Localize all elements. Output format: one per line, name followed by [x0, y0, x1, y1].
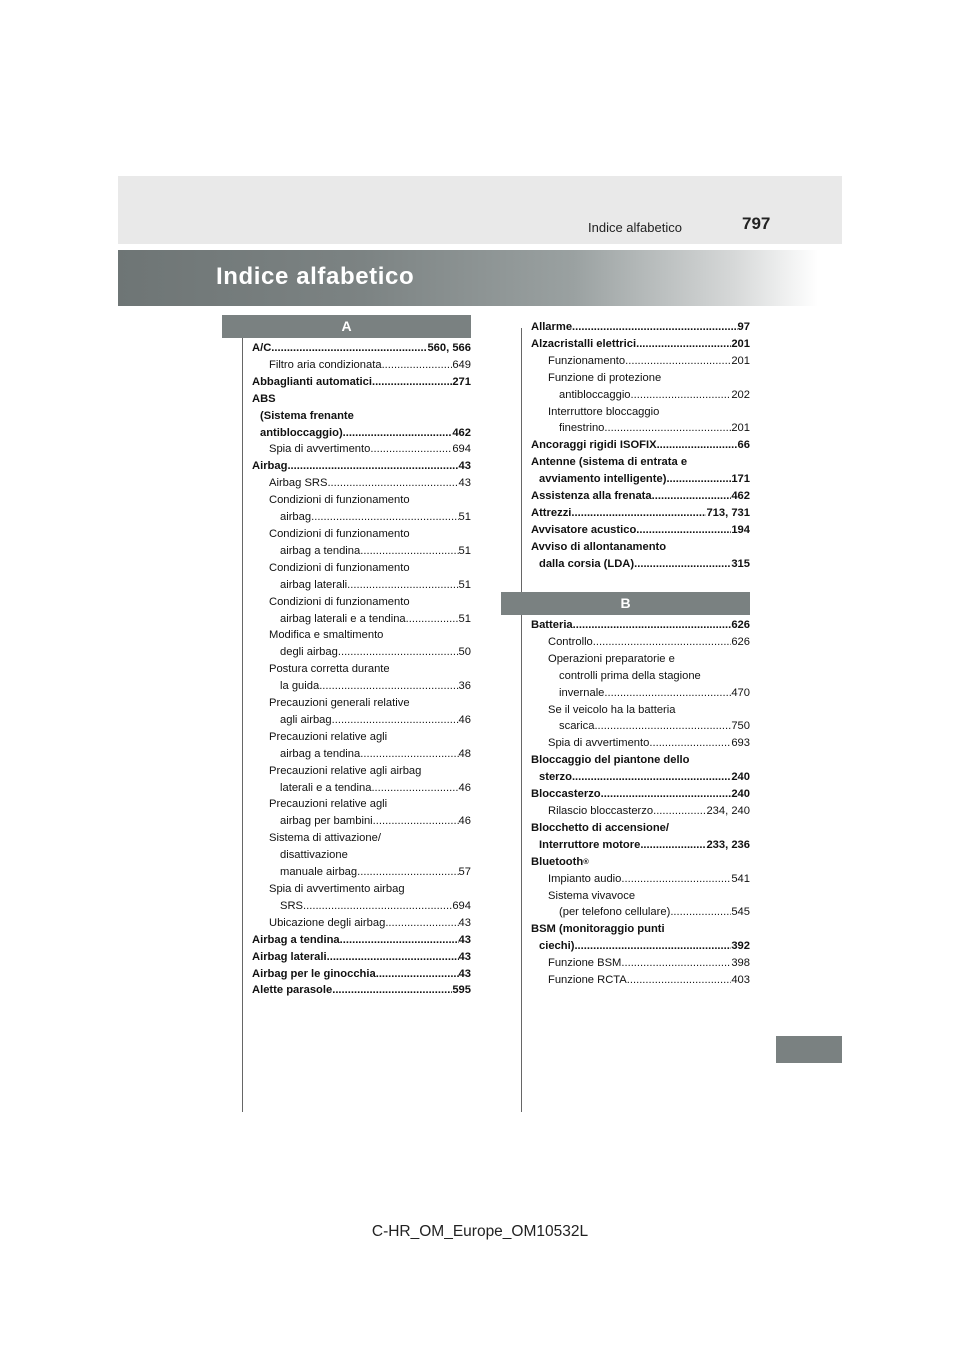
page-reference: 240: [731, 771, 750, 784]
index-entry: [531, 454, 750, 471]
entry-label: Sistema di attivazione/: [269, 832, 381, 845]
entry-label: Allarme: [531, 321, 573, 333]
entry-label: Airbag: [252, 460, 288, 473]
dot-leader: [406, 611, 459, 628]
page-reference: 750: [731, 720, 750, 733]
page-reference: 541: [731, 872, 750, 885]
index-entry: [252, 966, 471, 983]
entry-label: Rilascio bloccasterzo: [548, 804, 654, 817]
dot-leader: [640, 837, 706, 854]
dot-leader: [385, 915, 458, 932]
page-number: 797: [742, 214, 771, 233]
dot-leader: [357, 864, 458, 881]
index-entry: [531, 488, 750, 505]
page-reference: 43: [458, 477, 471, 490]
index-subentry: [252, 594, 471, 611]
dot-leader: [572, 319, 738, 336]
entry-label: A/C: [252, 342, 272, 354]
entry-label: Operazioni preparatorie e: [548, 652, 675, 665]
index-subentry: [531, 955, 750, 972]
entry-label: airbag a tendina: [280, 747, 361, 760]
index-entry: [252, 949, 471, 966]
index-entry: [531, 336, 750, 353]
page-reference: 271: [452, 375, 471, 388]
index-subentry: [252, 847, 471, 864]
index-entry: [252, 374, 471, 391]
dot-leader: [571, 505, 706, 522]
index-subentry: [531, 888, 750, 905]
index-entry: [531, 319, 750, 336]
index-subentry: [252, 729, 471, 746]
dot-leader: [376, 966, 459, 983]
entry-label: Spia di avvertimento: [269, 443, 371, 456]
index-subentry: [252, 577, 471, 594]
entry-label: Bloccasterzo: [531, 788, 601, 801]
page-reference: 43: [458, 950, 471, 963]
entry-label: Batteria: [531, 619, 573, 631]
entry-label: invernale: [559, 686, 605, 699]
index-subentry: [531, 904, 750, 921]
dot-leader: [666, 471, 731, 488]
index-subentry: [252, 915, 471, 932]
running-title: Indice alfabetico: [588, 220, 682, 235]
index-subentry: [252, 813, 471, 830]
entry-label: ciechi): [539, 940, 575, 953]
entry-label: scarica: [559, 720, 595, 733]
index-entry: [252, 408, 471, 425]
entry-label: Funzionamento: [548, 354, 626, 367]
entry-label: antibloccaggio: [559, 388, 631, 401]
dot-leader: [287, 458, 458, 475]
dot-leader: [636, 336, 731, 353]
entry-label: Antenne (sistema di entrata e: [531, 456, 688, 469]
dot-leader: [340, 932, 459, 949]
index-entry: [252, 425, 471, 442]
index-subentry: [531, 387, 750, 404]
page-reference: 43: [458, 460, 471, 473]
page-reference: 595: [452, 984, 471, 997]
entry-label: Condizioni di funzionamento: [269, 494, 410, 507]
entry-label: finestrino: [559, 422, 605, 435]
page-reference: 626: [731, 635, 750, 648]
entry-label: airbag per bambini: [280, 815, 373, 828]
page-reference: 240: [731, 788, 750, 801]
column-rule-right: [521, 328, 522, 1112]
page-reference: 36: [458, 680, 471, 693]
index-subentry: [252, 611, 471, 628]
entry-label: Airbag laterali: [252, 950, 327, 963]
dot-leader: [327, 949, 459, 966]
entry-label: Ubicazione degli airbag: [269, 916, 386, 929]
dot-leader: [311, 509, 458, 526]
entry-label: Controllo: [548, 635, 593, 648]
index-subentry: [252, 780, 471, 797]
index-subentry: [252, 712, 471, 729]
entry-label: Condizioni di funzionamento: [269, 595, 410, 608]
entry-label: Attrezzi: [531, 506, 572, 519]
index-entry: [531, 556, 750, 573]
entry-label: Condizioni di funzionamento: [269, 561, 410, 574]
index-entry: [531, 752, 750, 769]
page-reference: 560, 566: [427, 342, 471, 354]
index-entry: [531, 769, 750, 786]
index-subentry: [531, 972, 750, 989]
column-rule-left: [242, 328, 243, 1112]
page-reference: 51: [458, 578, 471, 591]
entry-label: manuale airbag: [280, 866, 358, 879]
index-entry: [252, 982, 471, 999]
entry-label: (Sistema frenante: [260, 409, 354, 422]
page-reference: 201: [731, 354, 750, 367]
index-subentry: [252, 543, 471, 560]
entry-label: degli airbag: [280, 646, 338, 659]
page-reference: 392: [731, 940, 750, 953]
entry-label: Funzione BSM: [548, 957, 622, 970]
entry-label: controlli prima della stagione: [559, 669, 701, 682]
dot-leader: [649, 735, 731, 752]
index-subentry: [531, 871, 750, 888]
entry-label: avviamento intelligente): [539, 473, 667, 486]
page-reference: 462: [731, 490, 750, 503]
entry-label: antibloccaggio): [260, 426, 343, 439]
dot-leader: [670, 904, 731, 921]
page-reference: 649: [452, 358, 471, 371]
entry-label: Precauzioni generali relative: [269, 697, 410, 710]
page-reference: 202: [731, 388, 750, 401]
page-reference: 470: [731, 686, 750, 699]
entry-label: Precauzioni relative agli: [269, 798, 388, 811]
dot-leader: [332, 982, 452, 999]
entry-label: Postura corretta durante: [269, 663, 390, 676]
section-header-b: B: [501, 592, 750, 615]
index-subentry: [252, 695, 471, 712]
index-entry: [252, 391, 471, 408]
entry-label: Abbaglianti automatici: [252, 375, 372, 388]
entry-label: Airbag SRS: [269, 477, 328, 490]
dot-leader: [604, 420, 731, 437]
entry-label: Avvisatore acustico: [531, 523, 637, 536]
index-entry: [531, 820, 750, 837]
dot-leader: [631, 387, 732, 404]
page-reference: 43: [458, 967, 471, 980]
index-subentry: [531, 404, 750, 421]
entry-label: Filtro aria condizionata: [269, 358, 382, 371]
index-subentry: [252, 492, 471, 509]
page-reference: 626: [731, 619, 750, 631]
page-reference: 43: [458, 916, 471, 929]
entry-label: Alette parasole: [252, 984, 333, 997]
registered-mark: ®: [583, 856, 589, 866]
dot-leader: [327, 475, 458, 492]
entry-label: agli airbag: [280, 713, 332, 726]
dot-leader: [370, 441, 452, 458]
page-reference: 694: [452, 443, 471, 456]
index-subentry: [252, 644, 471, 661]
index-entry: [531, 938, 750, 955]
index-subentry: [252, 627, 471, 644]
page-reference: 57: [458, 866, 471, 879]
page-reference: 66: [737, 439, 750, 452]
entry-label: Avviso di allontanamento: [531, 540, 667, 553]
index-subentry: [252, 526, 471, 543]
entry-label: Assistenza alla frenata: [531, 490, 652, 503]
page-reference: 194: [731, 523, 750, 536]
entry-label: Spia di avvertimento: [548, 737, 650, 750]
index-subentry: [252, 763, 471, 780]
index-subentry: [252, 357, 471, 374]
index-subentry: [252, 560, 471, 577]
entry-label: Bloccaggio del piantone dello: [531, 754, 690, 767]
dot-leader: [338, 644, 459, 661]
index-subentry: [531, 803, 750, 820]
dot-leader: [371, 780, 458, 797]
dot-leader: [360, 746, 458, 763]
page-reference: 43: [458, 933, 471, 946]
index-entry: [531, 786, 750, 803]
index-entry: [252, 340, 471, 357]
page-title: Indice alfabetico: [216, 263, 415, 290]
entry-label: ABS: [252, 392, 276, 405]
index-column-left: [252, 340, 471, 999]
entry-label: Airbag a tendina: [252, 933, 340, 946]
entry-label: dalla corsia (LDA): [539, 557, 635, 570]
index-subentry: [252, 796, 471, 813]
page-reference: 398: [731, 957, 750, 970]
dot-leader: [372, 374, 452, 391]
dot-leader: [332, 712, 459, 729]
dot-leader: [594, 718, 731, 735]
index-entry: [531, 921, 750, 938]
dot-leader: [319, 678, 458, 695]
entry-label: Alzacristalli elettrici: [531, 337, 637, 350]
dot-leader: [653, 803, 706, 820]
page-reference: 46: [458, 781, 471, 794]
dot-leader: [574, 938, 731, 955]
entry-label: Funzione di protezione: [548, 371, 662, 384]
dot-leader: [271, 340, 427, 357]
entry-label: Sistema vivavoce: [548, 889, 636, 902]
index-entry: [531, 617, 750, 634]
page-reference: 48: [458, 747, 471, 760]
title-banner: [118, 250, 818, 306]
index-column-right-top: [531, 319, 750, 573]
entry-label: laterali e a tendina: [280, 781, 372, 794]
index-entry: [531, 505, 750, 522]
dot-leader: [621, 871, 731, 888]
index-subentry: [252, 898, 471, 915]
index-subentry: [531, 718, 750, 735]
index-subentry: [252, 475, 471, 492]
index-subentry: [531, 634, 750, 651]
dot-leader: [636, 522, 731, 539]
page-reference: 171: [731, 473, 750, 486]
index-entry: [531, 522, 750, 539]
index-entry: [252, 932, 471, 949]
entry-label: (per telefono cellulare): [559, 906, 671, 919]
entry-label: Blocchetto di accensione/: [531, 821, 670, 834]
dot-leader: [652, 488, 732, 505]
index-subentry: [531, 668, 750, 685]
page-reference: 462: [452, 426, 471, 439]
page-reference: 50: [458, 646, 471, 659]
entry-label: Interruttore motore: [539, 838, 641, 851]
page-reference: 315: [731, 557, 750, 570]
index-subentry: [531, 651, 750, 668]
index-subentry: [252, 864, 471, 881]
entry-label: Spia di avvertimento airbag: [269, 883, 405, 895]
entry-label: Precauzioni relative agli: [269, 730, 388, 743]
dot-leader: [604, 685, 731, 702]
dot-leader: [621, 955, 731, 972]
page-reference: 403: [731, 974, 750, 987]
dot-leader: [657, 437, 738, 454]
section-header-a: A: [222, 315, 471, 338]
page-reference: 46: [458, 815, 471, 828]
dot-leader: [601, 786, 732, 803]
page-reference: 693: [731, 737, 750, 750]
entry-label: airbag laterali e a tendina: [280, 612, 406, 625]
entry-label: Impianto audio: [548, 872, 622, 885]
entry-label: Precauzioni relative agli airbag: [269, 764, 422, 777]
index-entry: [531, 437, 750, 454]
entry-label: disattivazione: [280, 849, 348, 862]
entry-label: SRS: [280, 899, 304, 912]
index-subentry: [252, 881, 471, 898]
index-entry: [531, 854, 750, 871]
index-subentry: [252, 441, 471, 458]
dot-leader: [572, 769, 731, 786]
index-subentry: [531, 370, 750, 387]
entry-label: Modifica e smaltimento: [269, 629, 384, 642]
page-reference: 201: [731, 337, 750, 350]
index-subentry: [252, 830, 471, 847]
entry-label: Se il veicolo ha la batteria: [548, 703, 676, 716]
index-subentry: [531, 702, 750, 719]
entry-label: airbag a tendina: [280, 544, 361, 557]
entry-label: Funzione RCTA: [548, 974, 627, 987]
dot-leader: [634, 556, 731, 573]
index-subentry: [531, 353, 750, 370]
index-subentry: [252, 678, 471, 695]
index-entry: [531, 837, 750, 854]
entry-label: Bluetooth: [531, 855, 584, 868]
section-thumb-tab: [776, 1036, 842, 1063]
dot-leader: [627, 972, 732, 989]
page-reference: 51: [458, 612, 471, 625]
index-column-right-bottom: [531, 617, 750, 989]
index-subentry: [531, 735, 750, 752]
page-reference: 233, 236: [706, 838, 750, 851]
entry-label: Interruttore bloccaggio: [548, 405, 660, 418]
page-reference: 234, 240: [706, 804, 750, 817]
entry-label: BSM (monitoraggio punti: [531, 923, 665, 936]
entry-label: Condizioni di funzionamento: [269, 527, 410, 540]
dot-leader: [343, 425, 453, 442]
page-reference: 51: [458, 544, 471, 557]
dot-leader: [593, 634, 732, 651]
dot-leader: [573, 617, 732, 634]
entry-label: sterzo: [539, 771, 572, 784]
dot-leader: [373, 813, 459, 830]
index-subentry: [252, 509, 471, 526]
dot-leader: [360, 543, 458, 560]
index-entry: [531, 539, 750, 556]
footer-code: C-HR_OM_Europe_OM10532L: [371, 1223, 589, 1240]
entry-label: Airbag per le ginocchia: [252, 967, 376, 980]
index-entry: [252, 458, 471, 475]
index-subentry: [252, 746, 471, 763]
page-reference: 545: [731, 906, 750, 919]
dot-leader: [303, 898, 452, 915]
index-entry: [531, 471, 750, 488]
dot-leader: [382, 357, 453, 374]
entry-label: airbag: [280, 511, 312, 524]
dot-leader: [625, 353, 731, 370]
index-subentry: [531, 420, 750, 437]
page-reference: 46: [458, 713, 471, 726]
page-reference: 694: [452, 899, 471, 912]
page-reference: 51: [458, 511, 471, 524]
entry-label: airbag laterali: [280, 578, 348, 591]
entry-label: la guida: [280, 680, 320, 693]
index-subentry: [252, 661, 471, 678]
entry-label: Ancoraggi rigidi ISOFIX: [531, 439, 657, 452]
header-band: [118, 176, 842, 244]
page-reference: 97: [737, 321, 750, 333]
index-subentry: [531, 685, 750, 702]
page-reference: 713, 731: [706, 506, 750, 519]
dot-leader: [347, 577, 458, 594]
page-reference: 201: [731, 422, 750, 435]
